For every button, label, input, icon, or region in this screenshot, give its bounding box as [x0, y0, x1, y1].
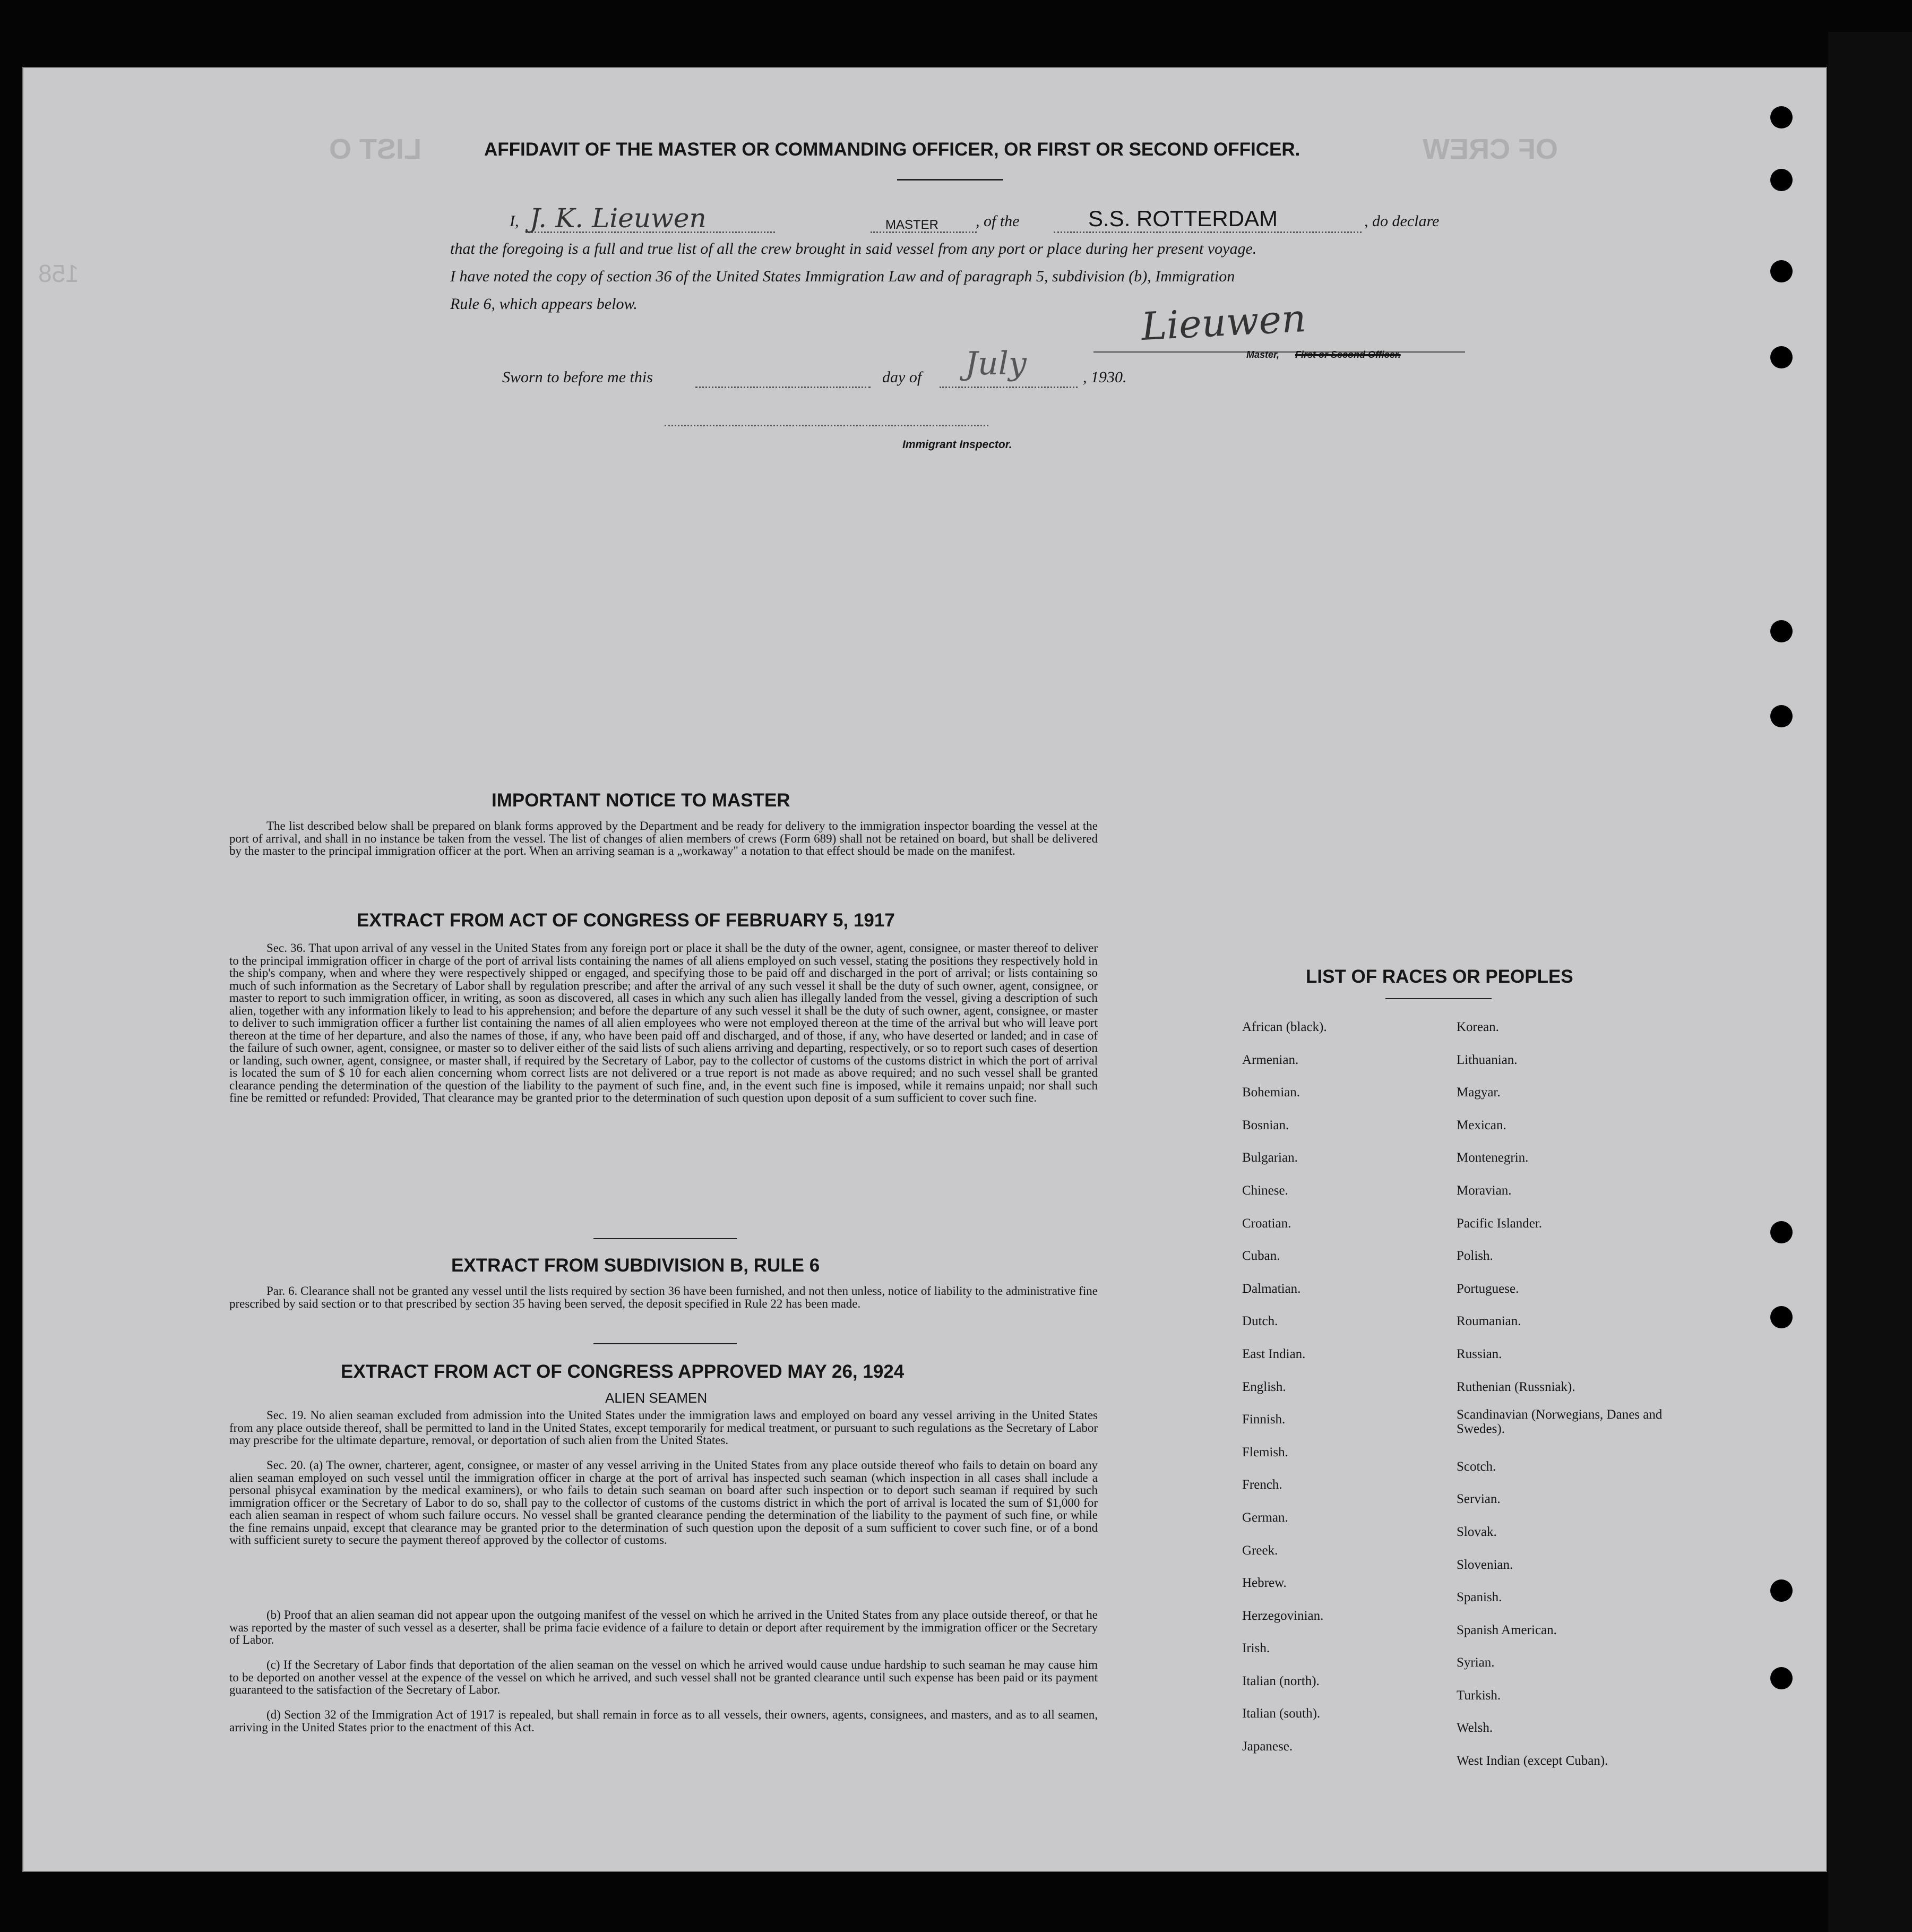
notice-title: IMPORTANT NOTICE TO MASTER [492, 790, 790, 811]
race-item: Korean. [1457, 1020, 1499, 1034]
race-item: Scotch. [1457, 1459, 1496, 1474]
race-item: Servian. [1457, 1492, 1501, 1507]
race-item: African (black). [1242, 1020, 1327, 1034]
sec20c-paragraph: (c) If the Secretary of Labor finds that deportation of the alien seaman on the vessel on which he arrived would cause undue hardship to such seaman he may cause him to be deported on another vessel at the expence of the vessel on which he arrived, and such vessel shall not be granted clearance until such expense has been paid or its payment guaranteed to the satisfaction of the Secretary of Labor. [229, 1658, 1098, 1696]
punch-hole [1770, 1221, 1793, 1243]
punch-hole [1770, 1667, 1793, 1689]
race-item: Polish. [1457, 1249, 1493, 1264]
punch-hole [1770, 346, 1793, 368]
bleed-through-title-left: LIST O [329, 133, 421, 165]
race-item: Bosnian. [1242, 1118, 1289, 1132]
punch-hole [1770, 620, 1793, 642]
extract-rule6-title: EXTRACT FROM SUBDIVISION B, RULE 6 [451, 1255, 820, 1276]
bleed-through-page-number: 158 [38, 260, 79, 287]
extract-1917-body: Sec. 36. That upon arrival of any vessel in the United States from any foreign port or place it shall be the duty of the owner, agent, consignee, or master thereof to deliver to the principal immigration officer in charge of the port of arrival lists containing the names of all aliens employed on such vessel, stating the positions they respectively hold in the ship's company, when and where they were respectively shipped or engaged, and specifying those to be paid off and discharged in the port of arrival; or lists containing so much of such information as the Secretary of Labor shall by regulation prescribe; and after the arrival of any such vessel it shall be the duty of such owner, agent, consignee, or master to report to such immigration officer, in writing, as soon as discovered, all cases in which any such alien has illegally landed from the vessel, giving a description of such alien, together with any information likely to lead to his apprehension; and before the departure of any such vessel it shall be the duty of such owner, agent, consignee, or master to deliver to such immigration officer a further list containing the names of all alien employees who were not employed thereon at the time of the arrival but who will leave port thereon at the time of her departure, and also the names of those, if any, who have been paid off and discharged, and of those, if any, who have deserted or landed; and in case of the failure of such owner, agent, consignee, or master so to deliver either of the said lists of such aliens arriving and departing, respectively, or so to report such cases of desertion or landing, such owner, agent, consignee, or master shall, if required by the Secretary of Labor, pay to the collector of customs of the customs district in which the port of arrival is located the sum of $ 10 for each alien concerning whom correct lists are not delivered or a true report is not made as above required; and no such vessel shall be granted clearance pending the determination of the question of the liability to the payment of such fine, and, in the event such fine is imposed, while it remains unpaid; nor shall such fine be remitted or refunded: Provided, That clearance may be granted prior to the determination of such question upon deposit of a sum sufficient to cover such fine. [229, 941, 1098, 1104]
extract-1924-title: EXTRACT FROM ACT OF CONGRESS APPROVED MAY 26, 1924 [341, 1361, 905, 1382]
punch-hole [1770, 169, 1793, 191]
race-item: Italian (north). [1242, 1673, 1320, 1688]
races-title: LIST OF RACES OR PEOPLES [1306, 966, 1573, 987]
declarant-name: J. K. Lieuwen [530, 203, 707, 234]
race-item: Mexican. [1457, 1118, 1506, 1132]
punch-hole [1770, 1579, 1793, 1602]
race-item: Ruthenian (Russniak). [1457, 1379, 1575, 1394]
race-item: Armenian. [1242, 1052, 1299, 1067]
sworn-year: , 1930. [1083, 368, 1127, 386]
sec20a-paragraph: Sec. 20. (a) The owner, charterer, agent, consignee, or master of any vessel arriving in the United States from any place outside thereof who fails to detain on board any alien seaman employed on such vessel until the immigration officer in charge at the port of arrival has inspected such seaman (which inspection in all cases shall include a personal phisycal examination by the medical examiners), or who fails to detain such seaman on board after such inspection or to deport such seaman if required by such immigration officer or the Secretary of Labor to do so, shall pay to the collector of customs of the customs district in which the port of arrival is located the sum of $1,000 for each alien seaman in respect of whom such failure occurs. No vessel shall be granted clearance pending the determination of the liability to the payment of such fine, or while the fine remains unpaid, except that clearance may be granted prior to the determination of such question upon the deposit of a sum sufficient to cover such fine, or of a bond with sufficient surety to secure the payment thereof approved by the collector of customs. [229, 1458, 1098, 1547]
inspector-signature-line [665, 425, 988, 426]
punch-hole [1770, 260, 1793, 282]
race-item: Magyar. [1457, 1085, 1501, 1100]
race-item: East Indian. [1242, 1346, 1306, 1361]
affidavit-title: AFFIDAVIT OF THE MASTER OR COMMANDING OFFICER, OR FIRST OR SECOND OFFICER. [484, 139, 1300, 160]
race-item: Moravian. [1457, 1183, 1512, 1198]
vessel-dotted-line [1054, 231, 1362, 233]
punch-hole [1770, 106, 1793, 128]
race-item: Bohemian. [1242, 1085, 1300, 1100]
races-list-right [1457, 1011, 1680, 1778]
sworn-day-line [695, 387, 871, 388]
race-item: Japanese. [1242, 1739, 1293, 1754]
race-item: Turkish. [1457, 1688, 1501, 1703]
alien-seamen-subtitle: ALIEN SEAMEN [605, 1390, 708, 1406]
race-item: Syrian. [1457, 1655, 1495, 1670]
race-item: Italian (south). [1242, 1706, 1321, 1721]
race-item: Hebrew. [1242, 1576, 1287, 1591]
notice-body: The list described below shall be prepared on blank forms approved by the Department and be ready for delivery to the immigration inspector boarding the vessel at the port of arrival, and shall in no instance be taken from the vessel. The list of changes of alien members of crews (Form 689) shall not be retained on board, but shall be delivered by the master to the principal immigration officer at the port. When an arriving seaman is a „workaway" a notation to that effect should be made on the manifest. [229, 819, 1098, 857]
races-title-rule [1385, 998, 1492, 999]
race-item: Croatian. [1242, 1216, 1291, 1231]
race-item: French. [1242, 1478, 1282, 1492]
race-item: Greek. [1242, 1543, 1278, 1558]
do-declare-label: , do declare [1364, 212, 1440, 230]
section-divider [593, 1238, 737, 1239]
declaration-prefix: I, [510, 212, 519, 230]
extract-rule6-body: Par. 6. Clearance shall not be granted any vessel until the lists required by section 36 have been furnished, and not then unless, notice of liability to the administrative fine prescribed by said section or to that prescribed by section 35 having been served, the deposit specified in Rule 22 has been made. [229, 1284, 1098, 1310]
race-item: Pacific Islander. [1457, 1216, 1543, 1231]
race-item: Irish. [1242, 1641, 1270, 1656]
punch-hole [1770, 1306, 1793, 1328]
race-item: West Indian (except Cuban). [1457, 1754, 1608, 1768]
of-the-label: , of the [976, 212, 1020, 230]
vessel-name: S.S. ROTTERDAM [1088, 206, 1278, 231]
master-signature: Lieuwen [1140, 295, 1307, 349]
race-item: Roumanian. [1457, 1314, 1521, 1329]
sec19-paragraph: Sec. 19. No alien seaman excluded from admission into the United States under the immigration laws and employed on board any vessel arriving in the United States from any place outside thereof, shall be permitted to land in the United States, except temporarily for medical treatment, or pursuant to such regulations as the Secretary of Labor may prescribe for the ultimate departure, removal, or deportation of such alien from the United States. [229, 1409, 1098, 1447]
sworn-month: July [965, 345, 1027, 382]
race-item: Chinese. [1242, 1183, 1288, 1198]
race-item: Cuban. [1242, 1249, 1280, 1264]
race-item: Flemish. [1242, 1445, 1288, 1459]
sworn-month-line [940, 387, 1078, 388]
race-item: Spanish American. [1457, 1622, 1557, 1637]
immigrant-inspector-label: Immigrant Inspector. [902, 439, 1012, 451]
race-item: Montenegrin. [1457, 1150, 1529, 1165]
race-item: Portuguese. [1457, 1281, 1519, 1296]
binding-strip [1828, 32, 1912, 1932]
races-list-left [1242, 1011, 1433, 1763]
race-item: Dutch. [1242, 1314, 1278, 1329]
struck-officer-title: First or Second Officer. [1295, 349, 1401, 360]
extract-1917-title: EXTRACT FROM ACT OF CONGRESS OF FEBRUARY 5, 1917 [357, 910, 895, 931]
race-item: Russian. [1457, 1346, 1502, 1361]
sworn-before-label: Sworn to before me this [502, 368, 653, 386]
race-item: Herzegovinian. [1242, 1608, 1324, 1623]
day-of-label: day of [882, 368, 922, 386]
signer-title: Master, [1246, 349, 1280, 360]
race-item: English. [1242, 1379, 1286, 1394]
race-item: Scandinavian (Norwegians, Danes and Swedes). [1457, 1407, 1663, 1437]
master-title: MASTER [885, 218, 939, 232]
declaration-line-4: Rule 6, which appears below. [450, 295, 638, 313]
race-item: Slovenian. [1457, 1557, 1513, 1572]
race-item: Slovak. [1457, 1524, 1497, 1539]
declaration-line-2: that the foregoing is a full and true list of all the crew brought in said vessel from any port or place during her present voyage. [450, 240, 1257, 257]
race-item: Finnish. [1242, 1412, 1286, 1427]
race-item: Bulgarian. [1242, 1150, 1298, 1165]
declaration-line-3: I have noted the copy of section 36 of the United States Immigration Law and of paragraph 5, subdivision (b), Immigration [450, 268, 1235, 285]
sec20b-paragraph: (b) Proof that an alien seaman did not appear upon the outgoing manifest of the vessel on which he arrived in the United States from any place outside thereof, or that he was reported by the master of such vessel as a deserter, shall be prima facie evidence of a failure to detain or deport after requirement by the immigration officer or the Secretary of Labor. [229, 1608, 1098, 1646]
bleed-through-title-right: OF CREW [1423, 133, 1558, 165]
section-divider [593, 1343, 737, 1344]
race-item: Welsh. [1457, 1721, 1493, 1736]
sec20d-paragraph: (d) Section 32 of the Immigration Act of 1917 is repealed, but shall remain in force as to all vessels, their owners, agents, consignees, and masters, and as to all seamen, arriving in the United States prior to the enactment of this Act. [229, 1708, 1098, 1734]
race-item: Spanish. [1457, 1590, 1502, 1605]
race-item: German. [1242, 1510, 1288, 1525]
race-item: Dalmatian. [1242, 1281, 1301, 1296]
race-item: Lithuanian. [1457, 1052, 1518, 1067]
affidavit-title-rule [897, 179, 1003, 181]
punch-hole [1770, 705, 1793, 727]
